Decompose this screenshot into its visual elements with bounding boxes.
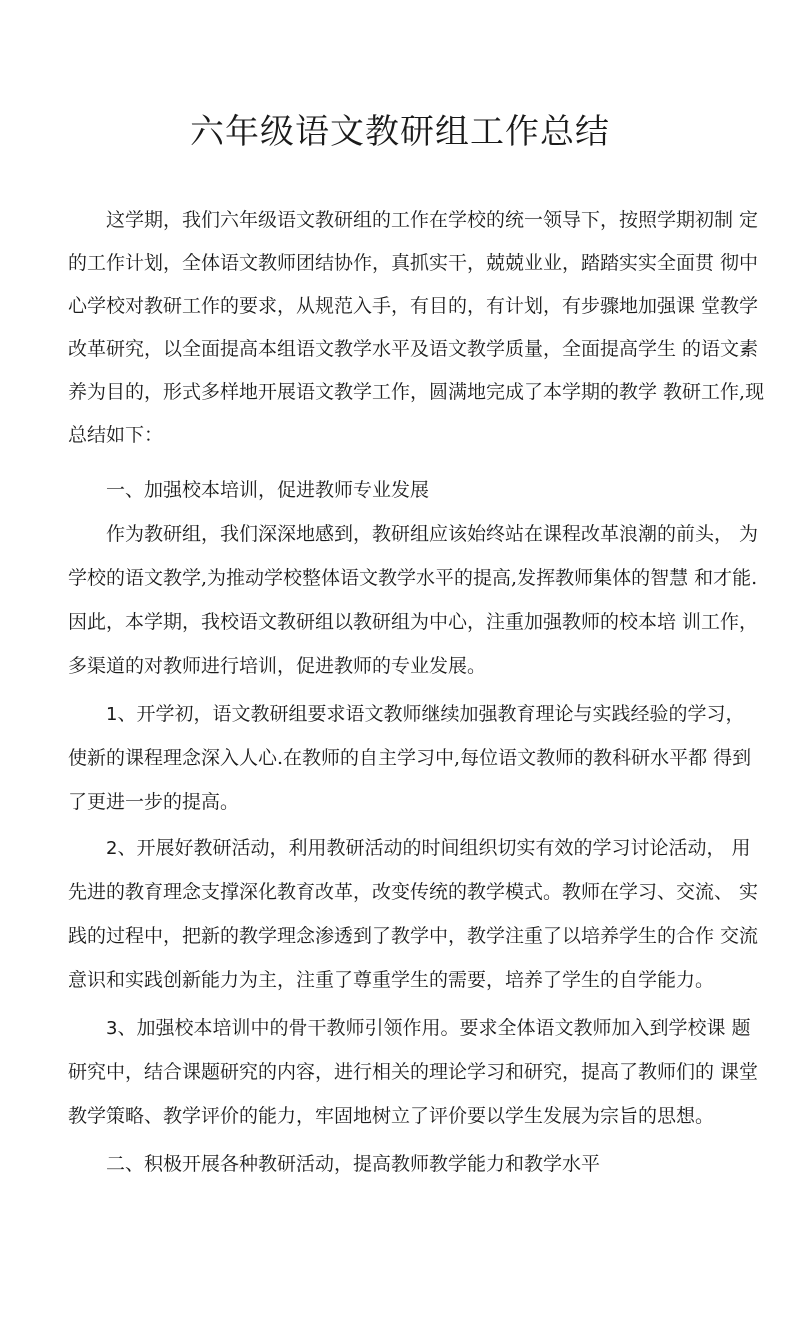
intro-line: 改革研究，以全面提高本组语文教学水平及语文教学质量，全面提高学生 的语文素 xyxy=(68,338,759,360)
item3-line xyxy=(106,1016,751,1041)
intro-line: 的工作计划，全体语文教师团结协作，真抓实干，兢兢业业，踏踏实实全面贯 彻中 xyxy=(68,252,759,274)
item1-line: 使新的课程理念深入人心.在教师的自主学习中,每位语文教师的教科研水平都 得到 xyxy=(68,747,752,769)
section1-line: 作为教研组，我们深深地感到，教研组应该始终站在课程改革浪潮的前头， 为 xyxy=(106,523,759,545)
item-number: 1 xyxy=(106,704,118,725)
section-heading: 二、积极开展各种教研活动，提高教师教学能力和教学水平 xyxy=(106,1153,601,1175)
intro-line: 养为目的，形式多样地开展语文教学工作，圆满地完成了本学期的教学 教研工作,现 xyxy=(68,381,765,403)
intro-line: 心学校对教研工作的要求，从规范入手，有目的，有计划，有步骤地加强课 堂教学 xyxy=(68,295,759,317)
intro-line: 总结如下： xyxy=(68,424,164,446)
section1-line: 多渠道的对教师进行培训，促进教师的专业发展。 xyxy=(68,655,487,677)
item3-line: 教学策略、教学评价的能力，牢固地树立了评价要以学生发展为宗旨的思想。 xyxy=(68,1105,715,1127)
item-text: 、开展好教研活动，利用教研活动的时间组织切实有效的学习讨论活动， 用 xyxy=(117,837,751,859)
item2-line xyxy=(106,836,751,861)
item-number: 2 xyxy=(106,838,118,859)
item-number: 3 xyxy=(106,1018,118,1039)
item3-line: 研究中，结合课题研究的内容，进行相关的理论学习和研究，提高了教师们的 课堂 xyxy=(68,1061,759,1083)
section1-line: 学校的语文教学,为推动学校整体语文教学水平的提高,发挥教师集体的智慧 和才能. xyxy=(68,567,758,589)
section-heading: 一、加强校本培训，促进教师专业发展 xyxy=(106,479,430,501)
item2-line: 践的过程中，把新的教学理念渗透到了教学中，教学注重了以培养学生的合作 交流 xyxy=(68,925,759,947)
item2-line: 先进的教育理念支撑深化教育改革，改变传统的教学模式。教师在学习、交流、 实 xyxy=(68,881,759,903)
item-text: 、开学初，语文教研组要求语文教师继续加强教育理论与实践经验的学习， xyxy=(117,703,745,725)
item-text: 、加强校本培训中的骨干教师引领作用。要求全体语文教师加入到学校课 题 xyxy=(117,1017,751,1039)
intro-line: 这学期，我们六年级语文教研组的工作在学校的统一领导下，按照学期初制 定 xyxy=(106,209,759,231)
item1-line: 了更进一步的提高。 xyxy=(68,791,240,813)
item1-line xyxy=(106,702,745,727)
document-title: 六年级语文教研组工作总结 xyxy=(190,112,610,152)
item2-line: 意识和实践创新能力为主，注重了尊重学生的需要，培养了学生的自学能力。 xyxy=(68,969,715,991)
section1-line: 因此，本学期，我校语文教研组以教研组为中心，注重加强教师的校本培 训工作， xyxy=(68,611,759,633)
